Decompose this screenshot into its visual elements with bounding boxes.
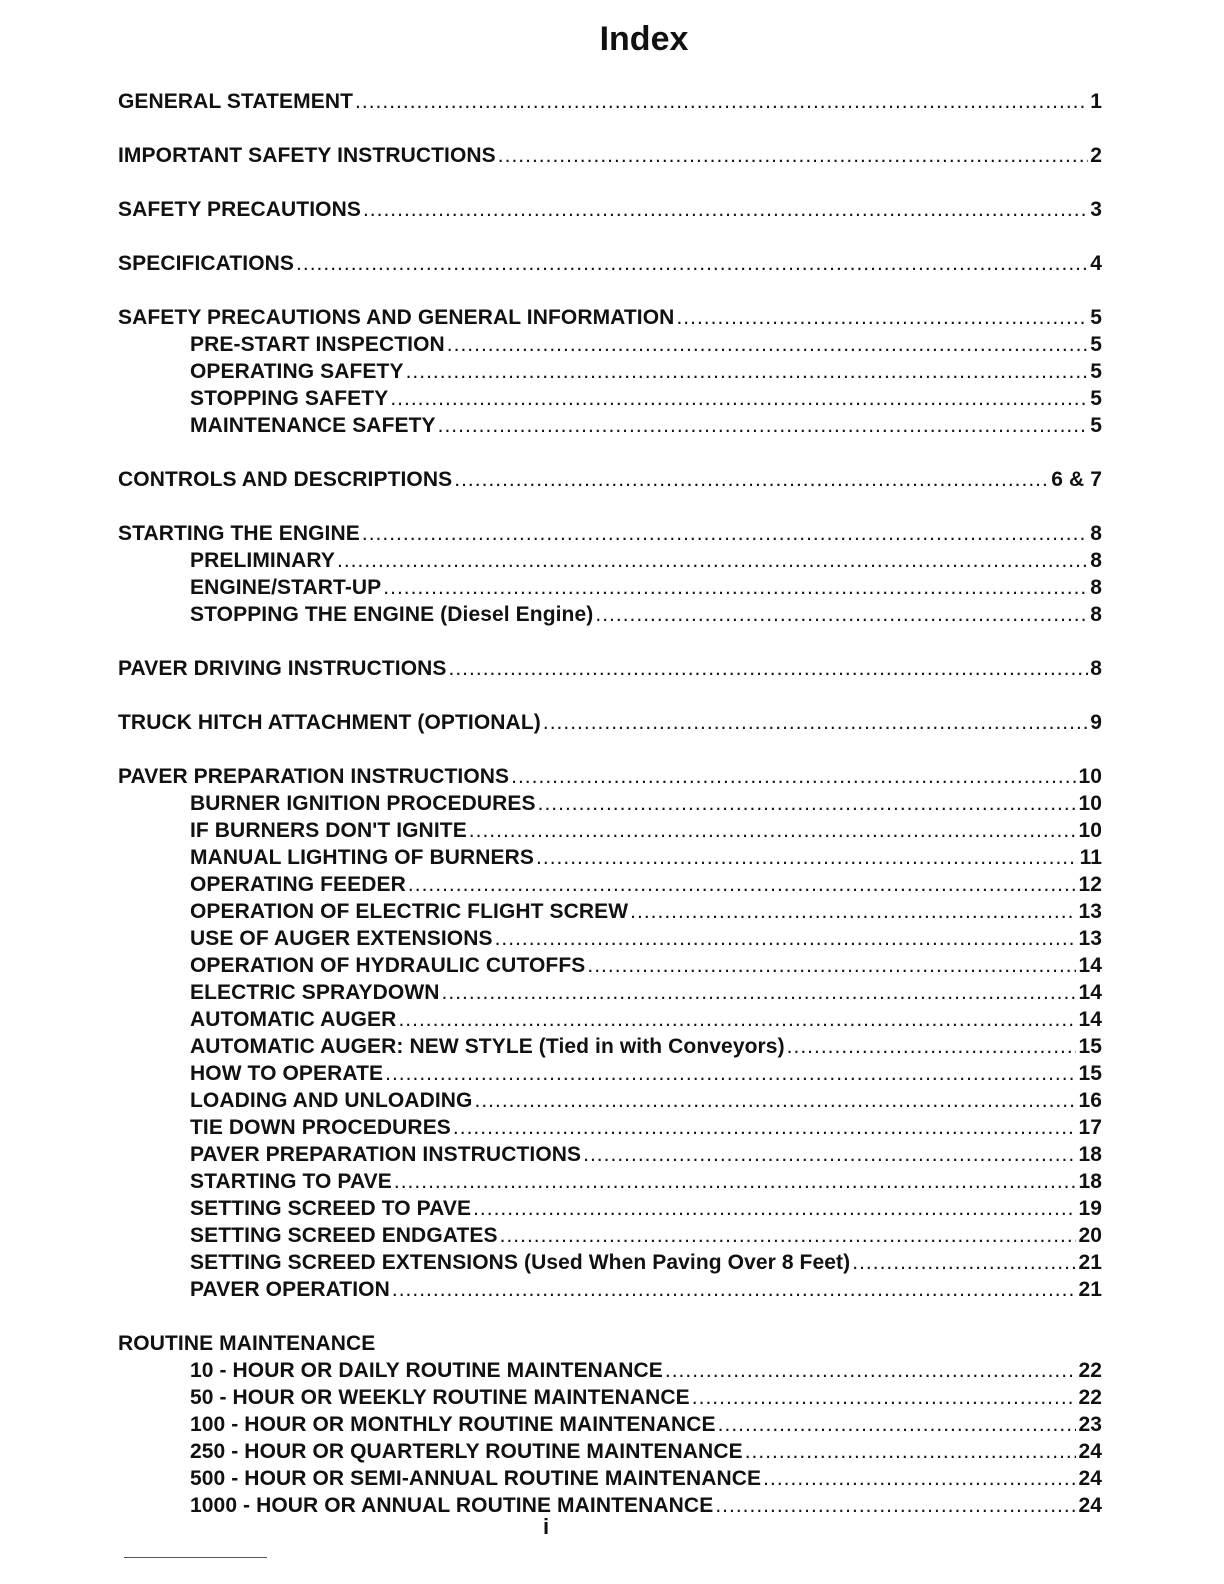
toc-entry-label: 50 - HOUR OR WEEKLY ROUTINE MAINTENANCE — [190, 1386, 690, 1409]
toc-subsection-entry[interactable] — [118, 1143, 1102, 1170]
toc-dot-leader — [398, 1008, 1076, 1032]
toc-subsection-entry[interactable] — [118, 1116, 1102, 1143]
toc-subsection-entry[interactable] — [118, 549, 1102, 576]
toc-subsection-entry[interactable] — [118, 1359, 1102, 1386]
toc-entry-page: 3 — [1090, 198, 1102, 221]
toc-dot-leader — [454, 468, 1049, 492]
toc-entry-label: IF BURNERS DON'T IGNITE — [190, 819, 467, 842]
toc-subsection-entry[interactable] — [118, 1467, 1102, 1494]
toc-dot-leader — [442, 981, 1077, 1005]
toc-entry-page: 2 — [1090, 144, 1102, 167]
toc-entry-label: MAINTENANCE SAFETY — [190, 414, 436, 437]
toc-subsection-entry[interactable] — [118, 360, 1102, 387]
toc-entry-page: 8 — [1090, 603, 1102, 626]
toc-subsection-entry[interactable] — [118, 873, 1102, 900]
toc-subsection-entry[interactable] — [118, 1197, 1102, 1224]
toc-entry-page: 9 — [1090, 711, 1102, 734]
toc-dot-leader — [355, 90, 1088, 114]
footer-rule — [124, 1557, 267, 1558]
toc-section-entry[interactable] — [118, 657, 1102, 684]
toc-entry-label: TRUCK HITCH ATTACHMENT (OPTIONAL) — [118, 711, 541, 734]
toc-dot-leader — [718, 1413, 1077, 1437]
toc-entry-label: STOPPING THE ENGINE (Diesel Engine) — [190, 603, 594, 626]
toc-dot-leader — [296, 252, 1088, 276]
toc-entry-label: MANUAL LIGHTING OF BURNERS — [190, 846, 535, 869]
toc-dot-leader — [383, 576, 1088, 600]
toc-entry-page: 17 — [1078, 1116, 1102, 1139]
toc-subsection-entry[interactable] — [118, 1224, 1102, 1251]
toc-dot-leader — [630, 900, 1076, 924]
toc-dot-leader — [852, 1251, 1076, 1275]
toc-subsection-entry[interactable] — [118, 576, 1102, 603]
toc-entry-page: 24 — [1078, 1440, 1102, 1463]
toc-entry-label: LOADING AND UNLOADING — [190, 1089, 473, 1112]
toc-entry-label: PAVER PREPARATION INSTRUCTIONS — [190, 1143, 582, 1166]
toc-entry-label: AUTOMATIC AUGER — [190, 1008, 397, 1031]
toc-entry-label: SETTING SCREED TO PAVE — [190, 1197, 472, 1220]
toc-entry-label: PAVER DRIVING INSTRUCTIONS — [118, 657, 447, 680]
toc-section-entry[interactable] — [118, 144, 1102, 171]
toc-subsection-entry[interactable] — [118, 954, 1102, 981]
toc-entry-page: 18 — [1078, 1170, 1102, 1193]
toc-section-entry[interactable] — [118, 198, 1102, 225]
toc-dot-leader — [473, 1197, 1076, 1221]
toc-entry-label: PAVER OPERATION — [190, 1278, 390, 1301]
toc-entry-label: ELECTRIC SPRAYDOWN — [190, 981, 440, 1004]
toc-dot-leader — [536, 846, 1078, 870]
toc-subsection-entry[interactable] — [118, 1089, 1102, 1116]
toc-entry-page: 14 — [1078, 954, 1102, 977]
toc-entry-page: 16 — [1078, 1089, 1102, 1112]
toc-section-entry[interactable] — [118, 306, 1102, 333]
toc-entry-page: 18 — [1078, 1143, 1102, 1166]
toc-entry-page: 20 — [1078, 1224, 1102, 1247]
toc-subsection-entry[interactable] — [118, 1035, 1102, 1062]
toc-subsection-entry[interactable] — [118, 846, 1102, 873]
toc-entry-page: 15 — [1078, 1035, 1102, 1058]
toc-section-entry[interactable] — [118, 468, 1102, 495]
toc-dot-leader — [447, 333, 1088, 357]
toc-entry-label: AUTOMATIC AUGER: NEW STYLE (Tied in with Conveyors) — [190, 1035, 785, 1058]
toc-entry-label: OPERATION OF HYDRAULIC CUTOFFS — [190, 954, 586, 977]
toc-dot-leader — [449, 657, 1089, 681]
toc-entry-label: SAFETY PRECAUTIONS AND GENERAL INFORMATION — [118, 306, 675, 329]
toc-entry-label: SAFETY PRECAUTIONS — [118, 198, 361, 221]
toc-entry-label: PRE-START INSPECTION — [190, 333, 445, 356]
toc-dot-leader — [500, 1224, 1077, 1248]
toc-subsection-entry[interactable] — [118, 1170, 1102, 1197]
toc-dot-leader — [676, 306, 1088, 330]
toc-entry-page: 8 — [1090, 549, 1102, 572]
toc-dot-leader — [390, 387, 1088, 411]
toc-subsection-entry[interactable] — [118, 1008, 1102, 1035]
toc-entry-label: ENGINE/START-UP — [190, 576, 382, 599]
toc-entry-label: HOW TO OPERATE — [190, 1062, 384, 1085]
toc-dot-leader — [337, 549, 1088, 573]
toc-subsection-entry[interactable] — [118, 927, 1102, 954]
toc-subsection-entry[interactable] — [118, 1386, 1102, 1413]
toc-entry-page: 8 — [1090, 657, 1102, 680]
toc-dot-leader — [385, 1062, 1076, 1086]
toc-entry-page: 5 — [1090, 333, 1102, 356]
toc-dot-leader — [692, 1386, 1077, 1410]
toc-subsection-entry[interactable] — [118, 1278, 1102, 1305]
toc-entry-label: IMPORTANT SAFETY INSTRUCTIONS — [118, 144, 496, 167]
toc-entry-label: OPERATING SAFETY — [190, 360, 404, 383]
toc-entry-page: 14 — [1078, 1008, 1102, 1031]
toc-dot-leader — [763, 1467, 1076, 1491]
toc-dot-leader — [495, 927, 1077, 951]
toc-dot-leader — [665, 1359, 1077, 1383]
toc-section-entry[interactable] — [118, 1332, 1102, 1359]
toc-subsection-entry[interactable] — [118, 900, 1102, 927]
toc-subsection-entry[interactable] — [118, 414, 1102, 441]
toc-dot-leader — [511, 765, 1076, 789]
toc-entry-label: TIE DOWN PROCEDURES — [190, 1116, 451, 1139]
toc-entry-label: USE OF AUGER EXTENSIONS — [190, 927, 493, 950]
toc-subsection-entry[interactable] — [118, 1440, 1102, 1467]
toc-subsection-entry[interactable] — [118, 1251, 1102, 1278]
toc-dot-leader — [394, 1170, 1077, 1194]
toc-subsection-entry[interactable] — [118, 981, 1102, 1008]
toc-section-entry[interactable] — [118, 90, 1102, 117]
toc-entry-label: 100 - HOUR OR MONTHLY ROUTINE MAINTENANCE — [190, 1413, 716, 1436]
toc-entry-label: OPERATION OF ELECTRIC FLIGHT SCREW — [190, 900, 629, 923]
toc-subsection-entry[interactable] — [118, 819, 1102, 846]
toc-entry-page: 11 — [1079, 846, 1102, 869]
toc-dot-leader — [392, 1278, 1077, 1302]
toc-entry-page: 24 — [1078, 1467, 1102, 1490]
page-title: Index — [599, 20, 689, 58]
toc-entry-label: STOPPING SAFETY — [190, 387, 389, 410]
toc-entry-page: 6 & 7 — [1051, 468, 1102, 491]
toc-subsection-entry[interactable] — [118, 387, 1102, 414]
toc-entry-page: 8 — [1090, 522, 1102, 545]
toc-entry-label: ROUTINE MAINTENANCE — [118, 1332, 376, 1355]
toc-entry-page: 10 — [1078, 792, 1102, 815]
toc-entry-page: 15 — [1078, 1062, 1102, 1085]
toc-entry-label: SPECIFICATIONS — [118, 252, 295, 275]
toc-dot-leader — [587, 954, 1076, 978]
toc-subsection-entry[interactable] — [118, 333, 1102, 360]
toc-dot-leader — [787, 1035, 1077, 1059]
toc-dot-leader — [745, 1440, 1077, 1464]
toc-dot-leader — [408, 873, 1077, 897]
toc-entry-page: 23 — [1078, 1413, 1102, 1436]
toc-subsection-entry[interactable] — [118, 603, 1102, 630]
toc-entry-page: 5 — [1090, 306, 1102, 329]
toc-dot-leader — [362, 522, 1088, 546]
toc-section-entry[interactable] — [118, 522, 1102, 549]
toc-subsection-entry[interactable] — [118, 792, 1102, 819]
toc-entry-page: 10 — [1078, 819, 1102, 842]
toc-subsection-entry[interactable] — [118, 1062, 1102, 1089]
toc-subsection-entry[interactable] — [118, 1413, 1102, 1440]
toc-entry-page: 22 — [1078, 1386, 1102, 1409]
toc-entry-label: BURNER IGNITION PROCEDURES — [190, 792, 536, 815]
toc-entry-label: STARTING TO PAVE — [190, 1170, 392, 1193]
toc-entry-page: 5 — [1090, 414, 1102, 437]
toc-dot-leader — [474, 1089, 1076, 1113]
page-number: i — [542, 1514, 550, 1539]
toc-entry-label: OPERATING FEEDER — [190, 873, 406, 896]
toc-entry-label: 10 - HOUR OR DAILY ROUTINE MAINTENANCE — [190, 1359, 663, 1382]
toc-entry-page: 21 — [1078, 1251, 1102, 1274]
toc-dot-leader — [363, 198, 1088, 222]
toc-section-entry[interactable] — [118, 711, 1102, 738]
toc-entry-label: CONTROLS AND DESCRIPTIONS — [118, 468, 453, 491]
toc-dot-leader — [583, 1143, 1076, 1167]
toc-section-entry[interactable] — [118, 765, 1102, 792]
toc-entry-page: 10 — [1078, 765, 1102, 788]
toc-entry-page: 1 — [1090, 90, 1102, 113]
toc-entry-label: GENERAL STATEMENT — [118, 90, 354, 113]
toc-dot-leader — [538, 792, 1077, 816]
toc-entry-page: 19 — [1078, 1197, 1102, 1220]
toc-dot-leader — [543, 711, 1088, 735]
toc-entry-label: 1000 - HOUR OR ANNUAL ROUTINE MAINTENANCE — [190, 1494, 714, 1517]
toc-entry-label: 250 - HOUR OR QUARTERLY ROUTINE MAINTENANCE — [190, 1440, 743, 1463]
toc-entry-page: 21 — [1078, 1278, 1102, 1301]
toc-entry-label: PAVER PREPARATION INSTRUCTIONS — [118, 765, 510, 788]
toc-entry-label: SETTING SCREED EXTENSIONS (Used When Paving Over 8 Feet) — [190, 1251, 851, 1274]
table-of-contents — [118, 90, 1102, 1521]
toc-entry-page: 22 — [1078, 1359, 1102, 1382]
toc-section-entry[interactable] — [118, 252, 1102, 279]
toc-entry-page: 8 — [1090, 576, 1102, 599]
toc-dot-leader — [453, 1116, 1077, 1140]
toc-dot-leader — [406, 360, 1089, 384]
toc-entry-page: 14 — [1078, 981, 1102, 1004]
toc-entry-page: 5 — [1090, 360, 1102, 383]
toc-entry-page: 4 — [1090, 252, 1102, 275]
toc-entry-label: PRELIMINARY — [190, 549, 335, 572]
toc-entry-page: 12 — [1078, 873, 1102, 896]
toc-dot-leader — [595, 603, 1088, 627]
toc-entry-page: 24 — [1078, 1494, 1102, 1517]
toc-entry-page: 13 — [1078, 900, 1102, 923]
toc-entry-page: 13 — [1078, 927, 1102, 950]
toc-entry-page: 5 — [1090, 387, 1102, 410]
toc-dot-leader — [469, 819, 1077, 843]
toc-dot-leader — [438, 414, 1089, 438]
toc-entry-label: 500 - HOUR OR SEMI-ANNUAL ROUTINE MAINTENANCE — [190, 1467, 762, 1490]
toc-dot-leader — [498, 144, 1088, 168]
toc-entry-label: SETTING SCREED ENDGATES — [190, 1224, 498, 1247]
toc-entry-label: STARTING THE ENGINE — [118, 522, 360, 545]
